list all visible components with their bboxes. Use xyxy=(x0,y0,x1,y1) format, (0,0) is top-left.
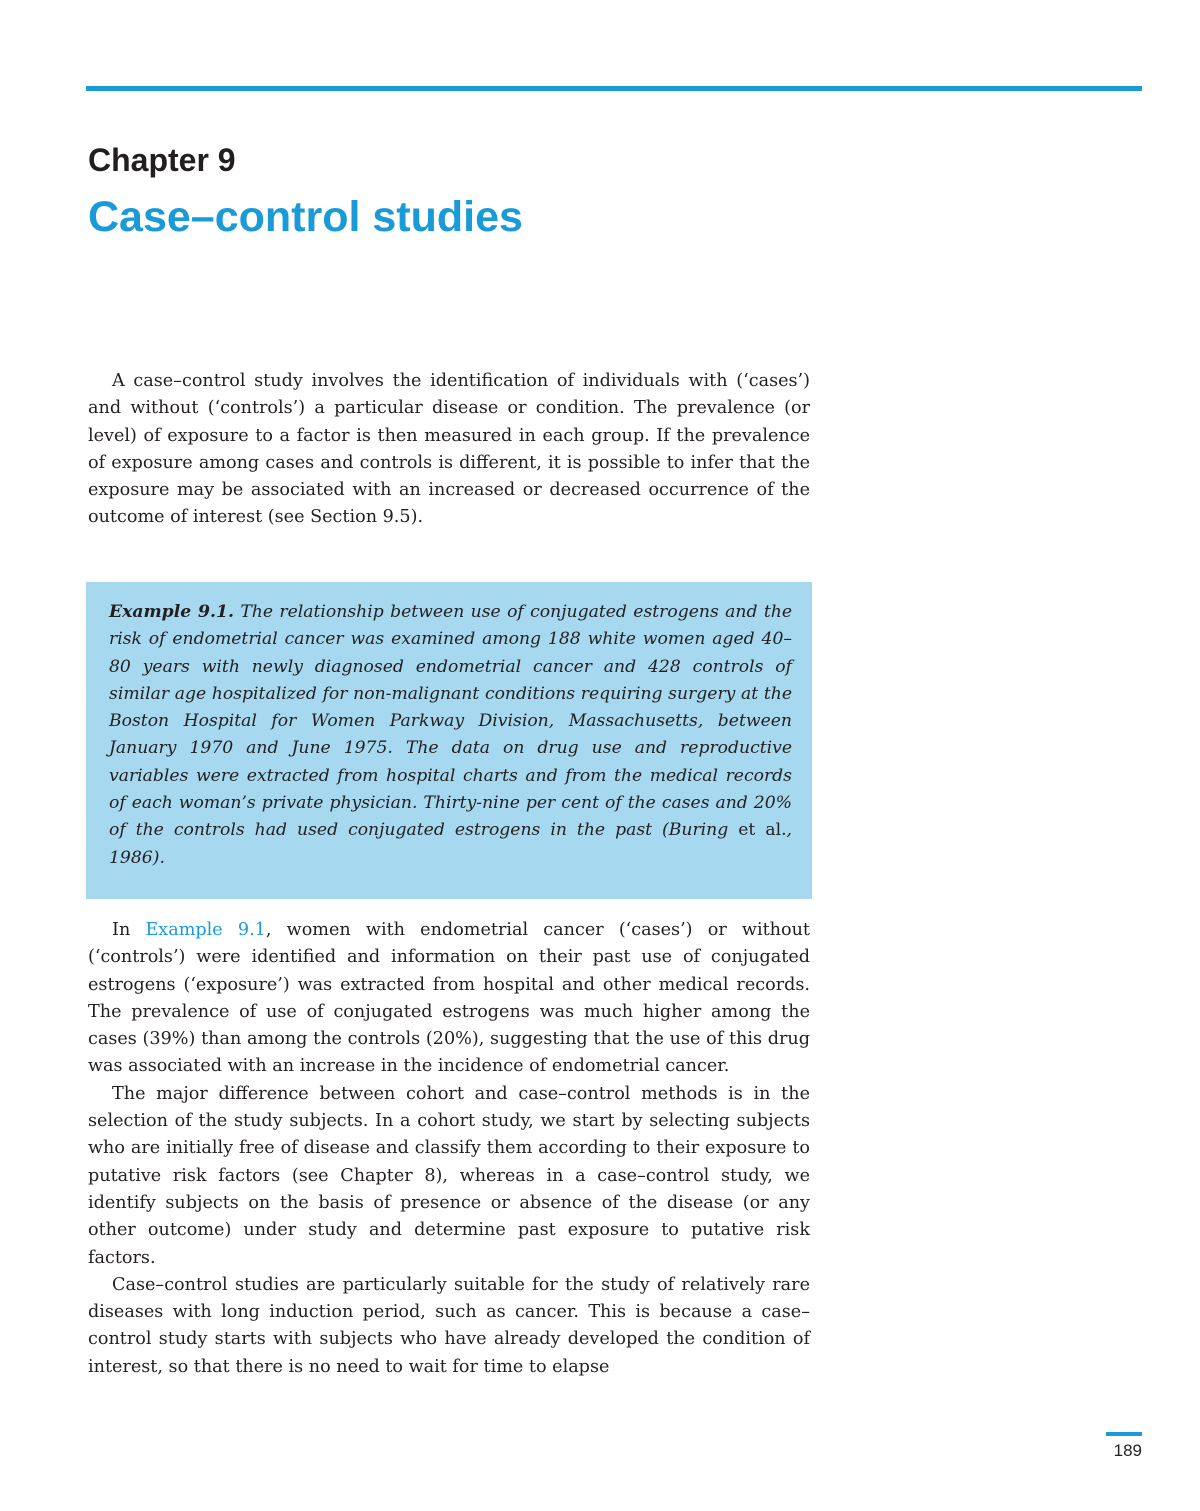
example-etal: et al. xyxy=(738,820,787,841)
paragraph-2: The major difference between cohort and case–control methods is in the selection of the study subjects. In a cohort study, we start by selecting subjects who are initially free of disease and classify them according to their exposure to putative risk factors (see Chapter 8), whereas in a case–control study, we identify subjects on the basis of presence or absence of the disease (or any other outcome) under study and determine past exposure to putative risk factors. xyxy=(88,1083,810,1268)
chapter-title: Case–control studies xyxy=(88,193,523,241)
example-text: The relationship between use of conjugated estrogens and the risk of endometrial cancer was examined among 188 white women aged 40–80 years with newly diagnosed endometrial cancer and 428 controls of similar age hospitalized for non-malignant conditions requiring surgery at the Boston Hospital for Women Parkway Division, Massachusetts, between January 1970 and June 1975. The data on drug use and reproductive variables were extracted from hospital charts and from the medical records of each woman’s private physician. Thirty-nine per cent of the cases and 20% of the controls had used conjugated estrogens in the past (Buring xyxy=(109,602,793,841)
example-box xyxy=(86,582,812,899)
top-rule xyxy=(86,86,1142,91)
chapter-label: Chapter 9 xyxy=(88,142,236,178)
page-number-rule xyxy=(1106,1432,1142,1436)
intro-paragraph: A case–control study involves the identification of individuals with (‘cases’) and without (‘controls’) a particular disease or condition. The prevalence (or level) of exposure to a factor is then measured in each group. If the prevalence of exposure among cases and controls is different, it is possible to infer that the exposure may be associated with an increased or decreased occurrence of the outcome of interest (see Section 9.5). xyxy=(88,371,810,528)
example-label: Example 9.1. xyxy=(109,602,234,622)
example-paragraph xyxy=(109,599,792,872)
paragraph-1-rest: , women with endometrial cancer (‘cases’) or without (‘controls’) were identified and information on their past use of conjugated estrogens (‘exposure’) was extracted from hospital and other medical records. The prevalence of use of conjugated estrogens was much higher among the cases (39%) than among the controls (20%), suggesting that the use of this drug was associated with an increase in the incidence of endometrial cancer. xyxy=(88,920,811,1077)
intro-section xyxy=(88,368,810,532)
page-number: 189 xyxy=(1113,1441,1142,1460)
paragraph-1 xyxy=(88,917,810,1081)
example-year: , 1986). xyxy=(109,820,793,868)
paragraph-3: Case–control studies are particularly suitable for the study of relatively rare diseases with long induction period, such as cancer. This is because a case–control study starts with subjects who have already developed the condition of interest, so that there is no need to wait for time to elapse xyxy=(88,1274,810,1377)
body-section xyxy=(88,917,810,1381)
paragraph-1-start: In xyxy=(112,920,131,940)
example-link[interactable]: Example 9.1 xyxy=(145,920,266,940)
